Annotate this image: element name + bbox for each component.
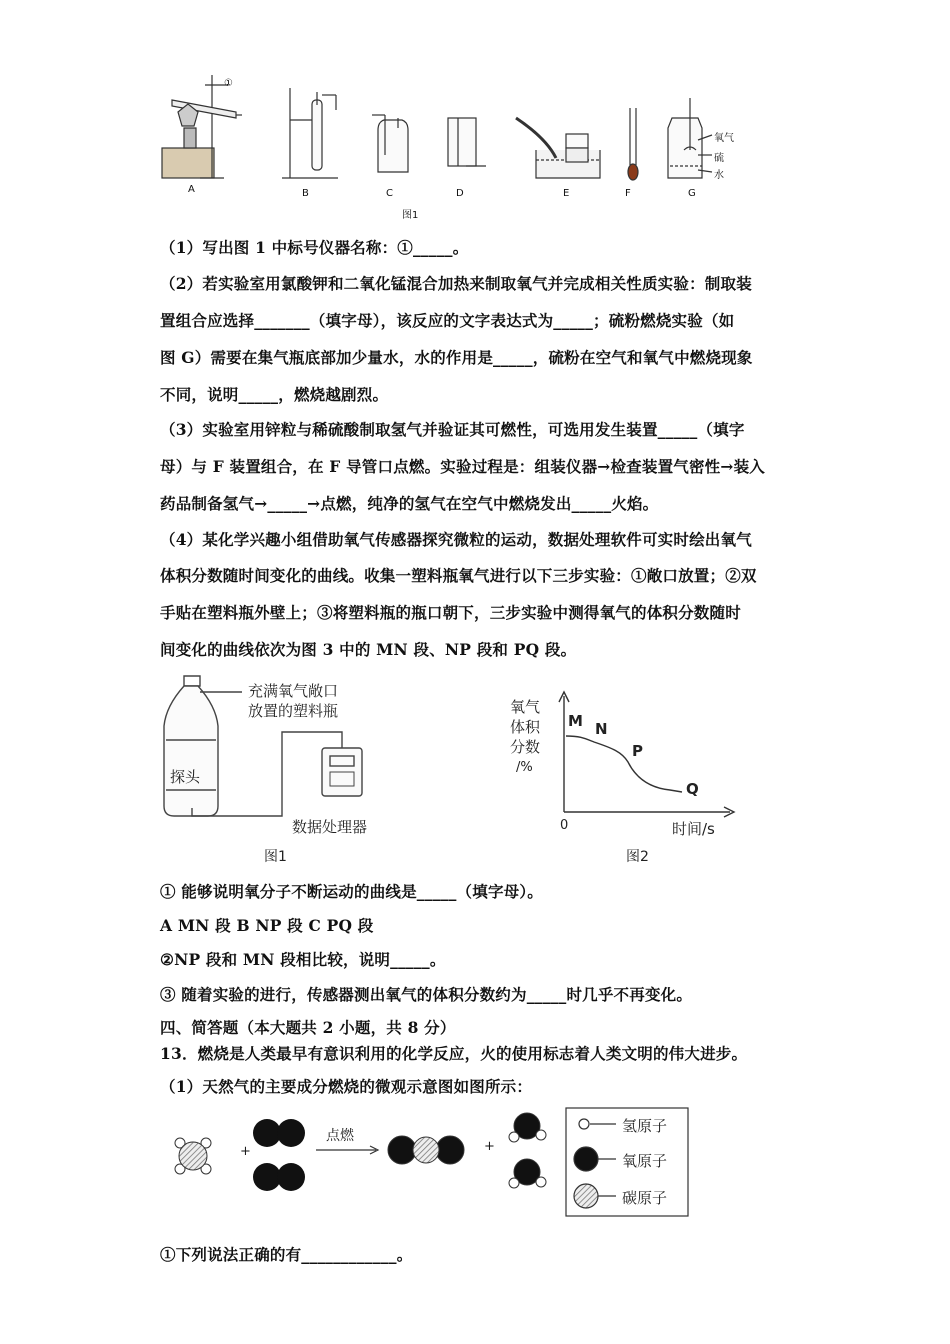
graph-figure-caption: 图2: [626, 849, 649, 865]
graph-xlabel: 时间/s: [672, 820, 715, 838]
reaction-plus-1: +: [240, 1144, 251, 1159]
question-13: 13．燃烧是人类最早有意识利用的化学反应，火的使用标志着人类文明的伟大进步。: [160, 1044, 748, 1063]
graph-ylabel-line-2: 体积: [510, 718, 541, 736]
question-13-sub-1: ①下列说法正确的有____________。: [160, 1245, 413, 1264]
label-f: F: [625, 188, 631, 199]
question-4-line-4: 间变化的曲线依次为图 3 中的 MN 段、NP 段和 PQ 段。: [160, 640, 577, 659]
reaction-arrow: [316, 1146, 378, 1154]
question-2-line-3: 图 G）需要在集气瓶底部加少量水，水的作用是_____，硫粉在空气和氧气中燃烧现象: [160, 348, 753, 367]
section-4-heading: 四、简答题（本大题共 2 小题，共 8 分）: [160, 1018, 456, 1037]
question-2-line-4: 不同，说明_____，燃烧越剧烈。: [160, 385, 389, 404]
sub-question-1: ① 能够说明氧分子不断运动的曲线是_____（填字母）。: [160, 882, 543, 901]
apparatus-marker: ①: [224, 78, 233, 89]
point-n-label: N: [595, 720, 608, 738]
carbon-dioxide-molecule: [388, 1136, 464, 1164]
label-b: B: [302, 188, 309, 199]
question-2-line-2: 置组合应选择_______（填字母），该反应的文字表达式为_____；硫粉燃烧实验（如: [160, 311, 735, 330]
question-13-part-1: （1）天然气的主要成分燃烧的微观示意图如图所示：: [160, 1077, 533, 1096]
legend-hydrogen: 氢原子: [622, 1117, 668, 1135]
figure1-caption: 图1: [402, 210, 419, 221]
question-1: （1）写出图 1 中标号仪器名称：①_____。: [160, 238, 469, 257]
label-a: A: [188, 184, 195, 195]
sub-question-3: ③ 随着实验的进行，传感器测出氧气的体积分数约为_____时几乎不再变化。: [160, 985, 693, 1004]
g-label-water: 水: [714, 170, 724, 181]
question-4-line-1: （4）某化学兴趣小组借助氧气传感器探究微粒的运动，数据处理软件可实时绘出氧气: [160, 530, 752, 549]
bottle-label-line-1: 充满氧气敞口: [248, 682, 339, 700]
point-m-label: M: [568, 712, 583, 730]
label-d: D: [456, 188, 464, 199]
point-p-label: P: [632, 742, 643, 760]
point-q-label: Q: [686, 780, 699, 798]
bottle-label-line-2: 放置的塑料瓶: [248, 702, 339, 720]
g-label-sulfur: 硫: [714, 153, 724, 164]
question-3-line-2: 母）与 F 装置组合，在 F 导管口点燃。实验过程是：组装仪器→检查装置气密性→装入: [160, 457, 765, 476]
graph-ylabel-line-1: 氧气: [510, 698, 541, 716]
bottle-figure-caption: 图1: [264, 849, 287, 865]
probe-label: 探头: [170, 768, 201, 786]
graph-origin: 0: [560, 818, 569, 833]
legend-oxygen: 氧原子: [622, 1152, 668, 1170]
answer-options: A MN 段 B NP 段 C PQ 段: [160, 916, 374, 935]
label-g: G: [688, 188, 696, 199]
question-3-line-3: 药品制备氢气→_____→点燃，纯净的氢气在空气中燃烧发出_____火焰。: [160, 494, 659, 513]
label-c: C: [386, 188, 393, 199]
question-3-line-1: （3）实验室用锌粒与稀硫酸制取氢气并验证其可燃性，可选用发生装置_____（填字: [160, 420, 745, 439]
question-4-line-2: 体积分数随时间变化的曲线。收集一塑料瓶氧气进行以下三步实验：①敞口放置；②双: [160, 566, 757, 585]
label-e: E: [563, 188, 570, 199]
reaction-plus-2: +: [484, 1139, 495, 1154]
water-molecules: [509, 1113, 546, 1188]
question-4-line-3: 手贴在塑料瓶外壁上；③将塑料瓶的瓶口朝下，三步实验中测得氧气的体积分数随时: [160, 603, 741, 622]
oxygen-molecules: [253, 1119, 305, 1191]
g-label-oxygen: 氧气: [714, 133, 734, 144]
processor-label: 数据处理器: [292, 818, 368, 836]
graph-ylabel-line-4: /%: [516, 760, 533, 775]
graph-ylabel-line-3: 分数: [510, 738, 541, 756]
legend-carbon: 碳原子: [622, 1189, 668, 1207]
question-2-line-1: （2）若实验室用氯酸钾和二氧化锰混合加热来制取氧气并完成相关性质实验：制取装: [160, 274, 752, 293]
reaction-condition: 点燃: [326, 1128, 354, 1144]
sub-question-2: ②NP 段和 MN 段相比较，说明_____。: [160, 950, 446, 969]
methane-molecule: [175, 1138, 211, 1174]
